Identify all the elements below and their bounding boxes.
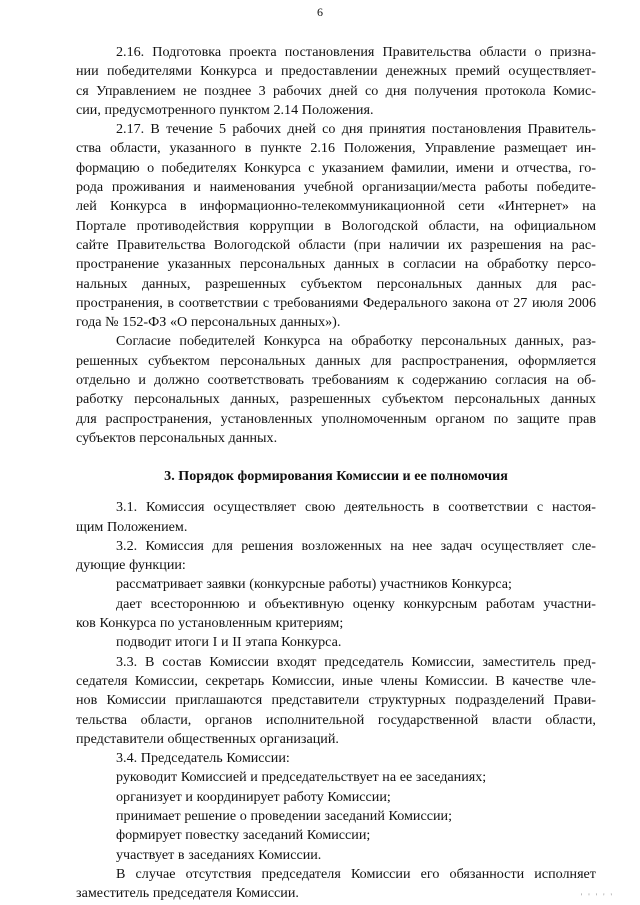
scan-artifact: ' ' ' ' ' (580, 892, 614, 901)
paragraph (76, 865, 596, 904)
text-line: подводит итоги I и II этапа Конкурса. (116, 634, 342, 651)
list-item (76, 749, 596, 768)
paragraph (76, 498, 596, 537)
text-line: формирует повестку заседаний Комиссии; (116, 827, 371, 844)
list-item (76, 768, 596, 787)
text-line: решенных субъектом персональных данных для распространения, оформляется (76, 352, 596, 369)
page-number: 6 (317, 5, 323, 19)
paragraph (76, 537, 596, 576)
list-item (76, 846, 596, 865)
text-line: для распространения, установленных уполномоченным органом по защите прав (76, 410, 596, 427)
text-line: формацию о победителях Конкурса с указанием фамилии, имени и отчества, го- (76, 159, 596, 176)
text-line: 2.17. В течение 5 рабочих дней со дня принятия постановления Правитель- (116, 121, 596, 138)
text-line: отдельно и должно соответствовать требованиям к содержанию согласия на об- (76, 372, 596, 389)
text-line: 3.3. В состав Комиссии входят председатель Комиссии, заместитель пред- (116, 653, 596, 670)
list-item (76, 575, 596, 594)
text-line: нальных данных, разрешенных субъектом персональных данных для рас- (76, 275, 596, 292)
text-line: 3.2. Комиссия для решения возложенных на нее задач осуществляет сле- (116, 537, 596, 554)
text-line: принимает решение о проведении заседаний Комиссии; (116, 807, 452, 824)
text-line: руководит Комиссией и председательствует на ее заседаниях; (116, 769, 487, 786)
text-line: В случае отсутствия председателя Комиссии его обязанности исполняет (116, 865, 596, 882)
text-line: тельства области, органов исполнительной государственной власти области, (76, 711, 596, 728)
text-line: представители общественных организаций. (76, 730, 339, 747)
text-line: 3.1. Комиссия осуществляет свою деятельность в соответствии с настоя- (116, 499, 596, 516)
text-line: рассматривает заявки (конкурсные работы) участников Конкурса; (116, 576, 512, 593)
text-line: щим Положением. (76, 518, 188, 535)
list-item (76, 826, 596, 845)
text-line: 3.4. Председатель Комиссии: (116, 750, 290, 767)
text-line: 2.16. Подготовка проекта постановления Правительства области о призна- (116, 44, 596, 60)
text-line: пространение указанных персональных данных в согласии на обработку персо- (76, 256, 596, 273)
section-3-body (76, 498, 596, 903)
list-item (76, 788, 596, 807)
section-heading: 3. Порядок формирования Комиссии и ее полномочия (164, 468, 508, 485)
text-line: ства области, указанного в пункте 2.16 Положения, Управление размещает ин- (76, 140, 596, 157)
paragraph (76, 120, 596, 332)
paragraph (76, 653, 596, 749)
text-line: ков Конкурса по установленным критериям; (76, 615, 344, 632)
text-line: года № 152-ФЗ «О персональных данных»). (76, 314, 341, 331)
text-line: заместитель председателя Комиссии. (76, 885, 299, 902)
paragraph (76, 595, 596, 634)
list-item (76, 633, 596, 652)
document-body (76, 43, 596, 903)
text-line: нов Комиссии приглашаются представители структурных подразделений Прави- (76, 692, 596, 709)
section-2-continuation (76, 43, 596, 448)
paragraph (76, 43, 596, 120)
text-line: ся Управлением не позднее 3 рабочих дней со дня получения протокола Комис- (76, 82, 596, 99)
text-line: седателя Комиссии, секретарь Комиссии, иные члены Комиссии. В качестве чле- (76, 672, 596, 689)
text-line: организует и координирует работу Комиссии; (116, 788, 391, 805)
text-line: сии, предусмотренного пунктом 2.14 Положения. (76, 101, 374, 118)
text-line: Согласие победителей Конкурса на обработку персональных данных, раз- (116, 333, 596, 350)
text-line: сайте Правительства Вологодской области (при наличии их разрешения на рас- (76, 236, 596, 253)
text-line: дующие функции: (76, 557, 186, 574)
text-line: рода проживания и наименования учебной организации/места работы победите- (76, 179, 596, 196)
text-line: участвует в заседаниях Комиссии. (116, 846, 322, 863)
text-line: работку персональных данных, разрешенных субъектом персональных данных (76, 391, 596, 408)
text-line: нии победителями Конкурса и предоставлении денежных премий осуществляет- (76, 63, 596, 80)
paragraph (76, 332, 596, 448)
list-item (76, 807, 596, 826)
text-line: субъектов персональных данных. (76, 429, 278, 446)
text-line: лей Конкурса в информационно-телекоммуникационной сети «Интернет» на (76, 198, 596, 215)
text-line: пространения, в соответствии с требованиями Федерального закона от 27 июля 2006 (76, 294, 596, 311)
text-line: Портале противодействия коррупции в Вологодской области, на официальном (76, 217, 596, 234)
text-line: дает всестороннюю и объективную оценку конкурсным работам участни- (116, 595, 596, 612)
